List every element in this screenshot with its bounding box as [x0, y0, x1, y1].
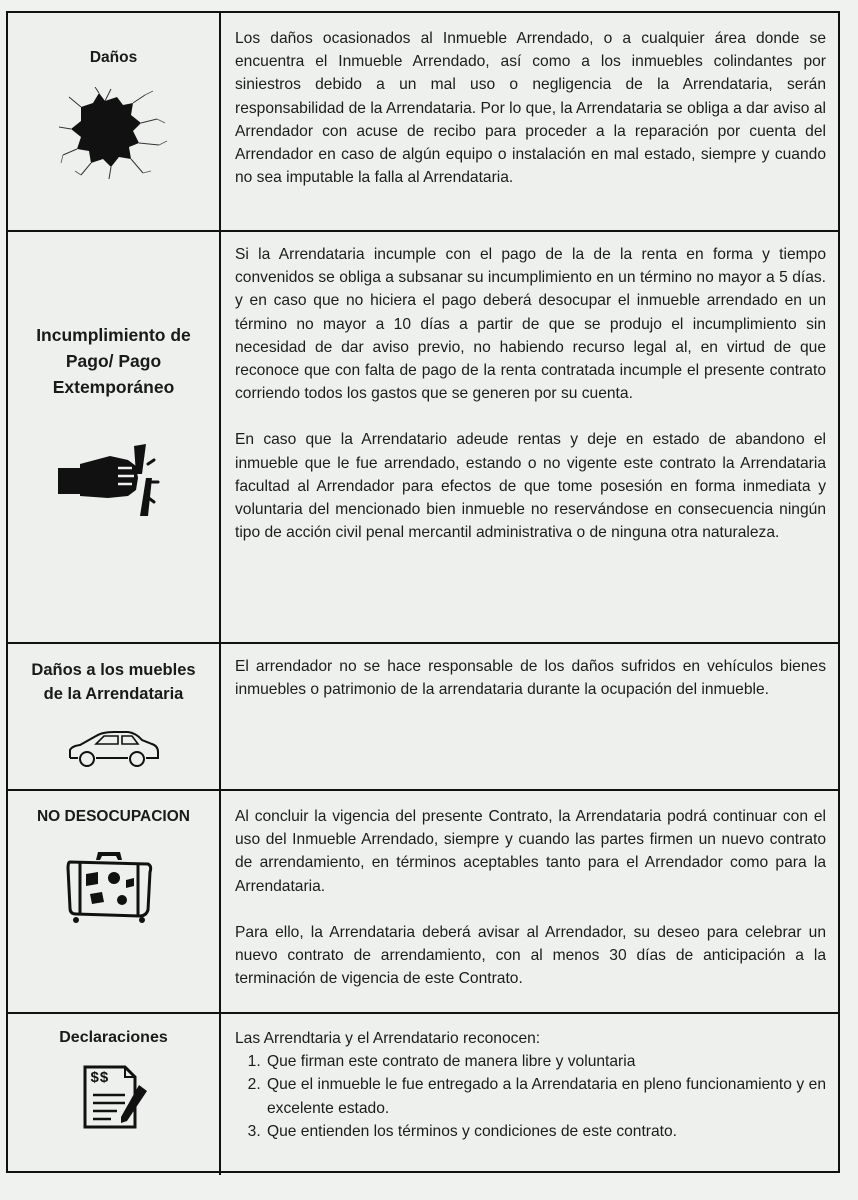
- row-danos: [8, 13, 838, 232]
- label-cell-declaraciones: [8, 1014, 221, 1175]
- list-item: 1. Que firman este contrato de manera libre y voluntaria: [265, 1050, 826, 1073]
- row-declaraciones: [8, 1014, 838, 1175]
- paragraph: En caso que la Arrendatario adeude rentas y deje en estado de abandono el inmueble que le fue arrendado, estando o no vigente este contrato la Arrendataria facultad al Arrendador para efectos de que tome posesión en forma inmediata y voluntaria del mencionado bien inmueble no reservándose en consecuencia ningún tipo de acción civil penal mercantil administrativa o de ninguna otra naturaleza.: [235, 431, 826, 542]
- list-intro: Las Arrendtaria y el Arrendatario reconocen:: [235, 1030, 541, 1047]
- content-cell-no-desocupacion: [221, 791, 838, 1012]
- row-no-desocupacion: [8, 791, 838, 1014]
- row-incumplimiento: [8, 232, 838, 644]
- list-item: 2. Que el inmueble le fue entregado a la Arrendataria en pleno funcionamiento y en excelente estado.: [265, 1073, 826, 1119]
- list-item: 3. Que entienden los términos y condiciones de este contrato.: [265, 1120, 826, 1143]
- label-cell-danos-muebles: [8, 644, 221, 789]
- section-label: NO DESOCUPACION: [36, 808, 190, 825]
- suitcase-icon: [64, 844, 156, 924]
- row-danos-muebles: [8, 644, 838, 791]
- paragraph: El arrendador no se hace responsable de los daños sufridos en vehículos bienes inmuebles o patrimonio de la arrendataria durante la ocupación del inmueble.: [235, 658, 826, 699]
- label-cell-danos: [8, 13, 221, 230]
- paragraph: Si la Arrendataria incumple con el pago de la de la renta en forma y tiempo convenidos se obliga a subsanar su incumplimiento en un término no mayor a 5 días. y en caso que no hiciera el pago deberá desocupar el inmueble arrendado en un término no mayor a 10 días a partir de que se produjo el incumplimiento sin necesidad de dar aviso previo, no habiendo recurso legal al, en virtud de que reconoce que con falta de pago de la renta contratada incumple el presente contrato corriendo todos los gastos que se generen por su cuenta.: [235, 246, 826, 403]
- fist-breaking-icon: [58, 434, 178, 530]
- paragraph: Para ello, la Arrendataria deberá avisar al Arrendador, su deseo para celebrar un nuevo contrato de arrendamiento, con al menos 30 días de anticipación a la terminación de vigencia de este Contrato.: [235, 923, 826, 988]
- paragraph: Los daños ocasionados al Inmueble Arrendado, o a cualquier área donde se encuentra el Inmueble Arrendado, así como a los inmuebles colindantes por siniestros debido a un mal uso o negligencia de la Arrendataria, serán responsabilidad de la Arrendataria. Por lo que, la Arrendataria se obliga a dar aviso al Arrendador con acuse de recibo para proceder a la reparación por cuenta del Arrendador en caso de algún equipo o instalación en mal estado, siempre y cuando no sea imputable la falla al Arrendataria.: [235, 30, 826, 187]
- section-label: Incumplimiento de Pago/ Pago Extemporáneo: [36, 325, 191, 397]
- label-cell-no-desocupacion: [8, 791, 221, 1012]
- contract-document-icon: [81, 1065, 151, 1129]
- content-cell-danos: [221, 13, 838, 230]
- section-label: Declaraciones: [59, 1029, 168, 1046]
- content-cell-declaraciones: [221, 1014, 838, 1175]
- content-cell-incumplimiento: [221, 232, 838, 642]
- section-label: Daños: [89, 49, 138, 66]
- section-label: Daños a los muebles de la Arrendataria: [31, 661, 196, 703]
- car-icon: [66, 728, 162, 772]
- content-cell-danos-muebles: [221, 644, 838, 789]
- declaraciones-list: [235, 1050, 826, 1143]
- paragraph: Al concluir la vigencia del presente Contrato, la Arrendataria podrá continuar con el uso del Inmueble Arrendado, siempre y cuando las partes firmen un nuevo contrato de arrendamiento, en términos aceptables tanto para el Arrendador como para la Arrendataria.: [235, 808, 826, 895]
- contract-table: [6, 11, 840, 1173]
- label-cell-incumplimiento: [8, 232, 221, 642]
- dollar-signs: $$: [90, 1069, 110, 1086]
- wall-hole-icon: [59, 87, 169, 179]
